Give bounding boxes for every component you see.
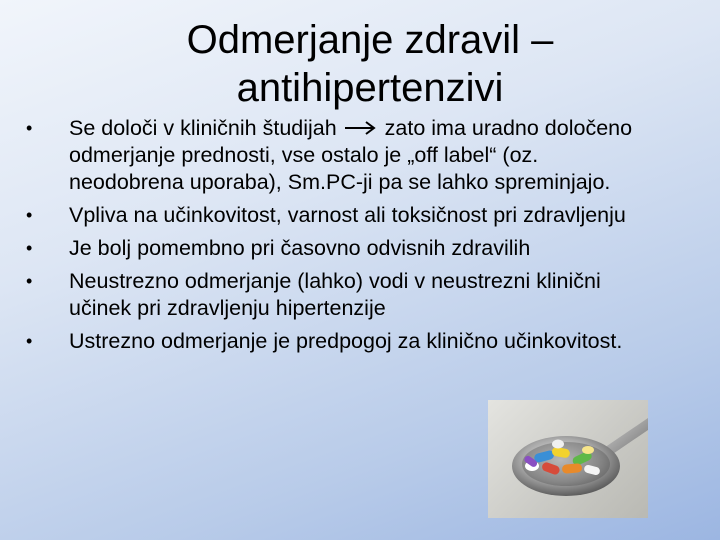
bullet-4-text: Neustrezno odmerjanje (lahko) vodi v neustrezni klinični učinek pri zdravljenju hipertenzije <box>69 269 601 320</box>
bullet-5-text: Ustrezno odmerjanje je predpogoj za klinično učinkovitost. <box>69 329 623 353</box>
bullet-item-3 <box>26 235 646 262</box>
bullet-marker: • <box>26 118 33 138</box>
bullet-marker: • <box>26 331 33 351</box>
bullet-item-1 <box>26 115 646 196</box>
bullet-marker: • <box>26 205 33 225</box>
bullet-item-2 <box>26 202 646 229</box>
pill-spoon-illustration <box>488 400 648 518</box>
bullet-item-4 <box>26 268 646 322</box>
pill-spoon-photo <box>488 400 648 518</box>
slide-title-line-2: antihipertenzivi <box>236 66 504 110</box>
bullet-2-text: Vpliva na učinkovitost, varnost ali toksičnost pri zdravljenju <box>69 203 626 227</box>
bullet-marker: • <box>26 238 33 258</box>
arrow-right-icon <box>343 120 379 136</box>
slide-title-line-1: Odmerjanje zdravil – <box>186 18 554 62</box>
bullet-item-5 <box>26 328 646 355</box>
bullet-1-text-a: Se določi v kliničnih študijah <box>69 116 343 140</box>
bullet-list <box>26 115 646 361</box>
bullet-marker: • <box>26 271 33 291</box>
slide-title <box>120 16 620 112</box>
bullet-3-text: Je bolj pomembno pri časovno odvisnih zdravilih <box>69 236 531 260</box>
bullet-1-text-b: zato ima uradno določeno odmerjanje prednosti, vse ostalo je „off label“ (oz. neodobrena uporaba), Sm.PC-ji pa se lahko spreminjajo. <box>69 116 633 194</box>
